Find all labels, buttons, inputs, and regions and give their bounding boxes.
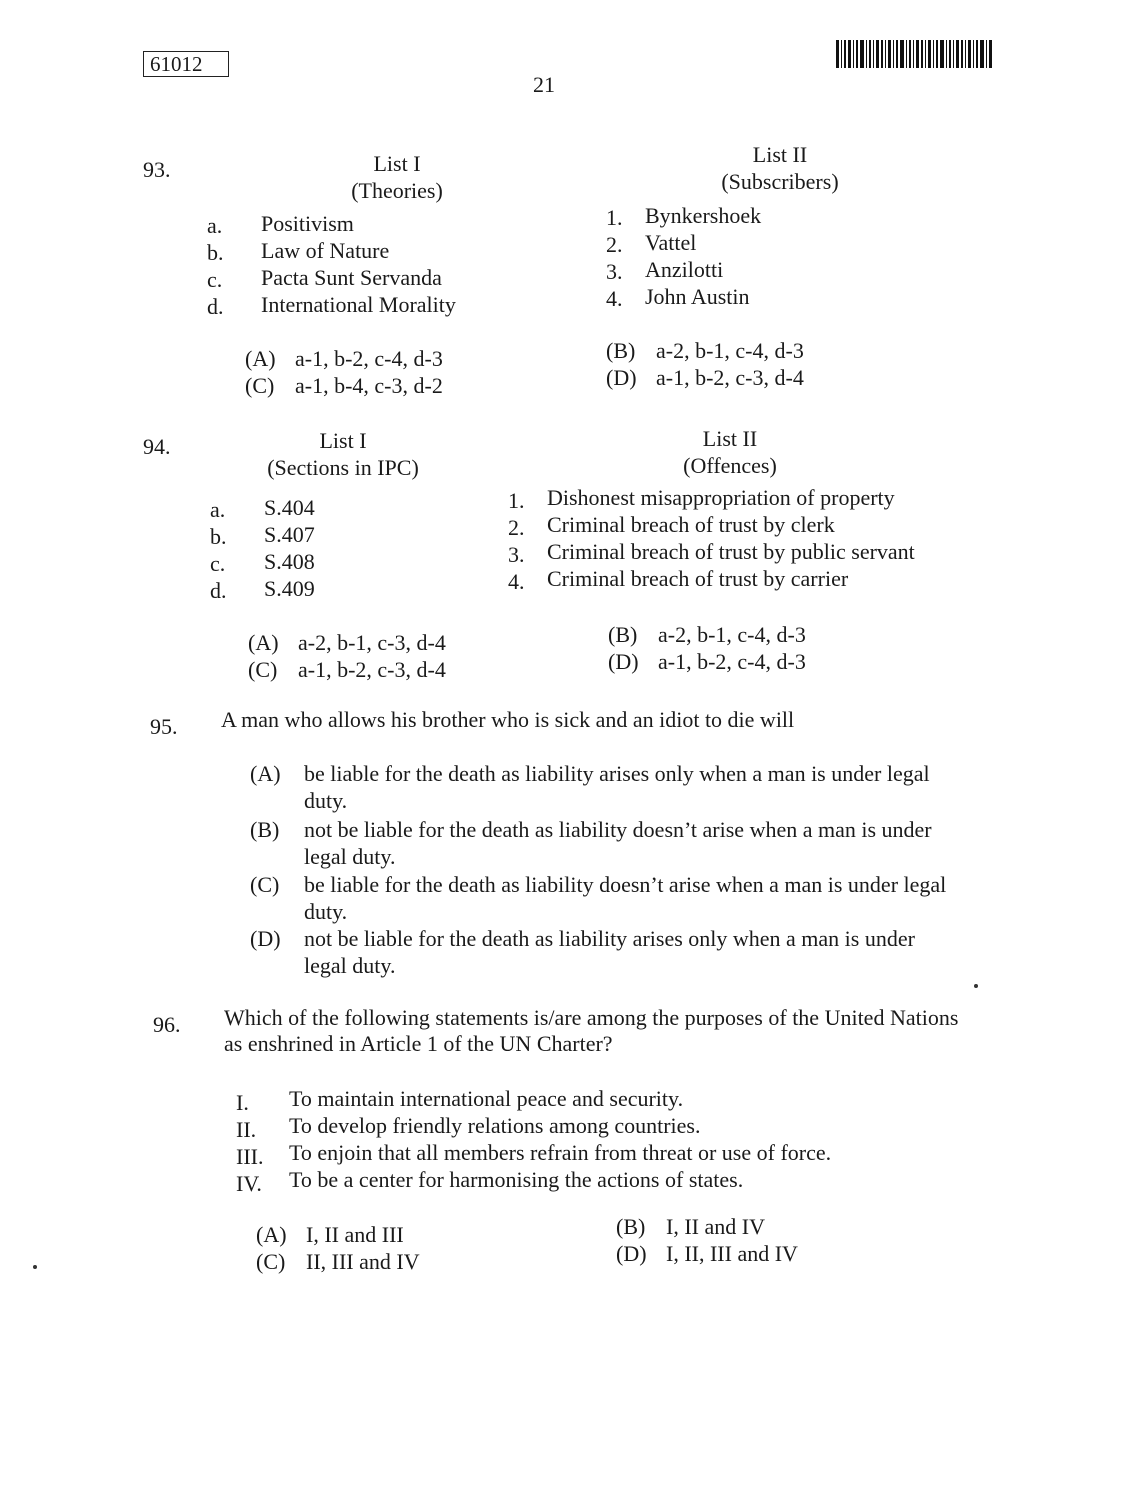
list2-item-text: Criminal breach of trust by public servant (547, 539, 915, 564)
question-number: 93. (143, 157, 171, 182)
answer-option-a[interactable]: (A) be liable for the death as liability arises only when a man is under legal duty. (250, 761, 930, 813)
list1-subtitle: (Sections in IPC) (267, 455, 419, 480)
list1-item: d. (207, 294, 224, 319)
question-number: 96. (153, 1012, 181, 1037)
answer-option-a[interactable]: (A) a-1, b-2, c-4, d-3 (245, 346, 443, 371)
statement-key: I. (236, 1090, 249, 1115)
list1-item: d. (210, 578, 227, 603)
answer-option-b[interactable]: (B) not be liable for the death as liability doesn’t arise when a man is under legal duty. (250, 817, 932, 869)
list2-item-text: Criminal breach of trust by clerk (547, 512, 835, 537)
list2-item-text: Dishonest misappropriation of property (547, 485, 895, 510)
list2-item-text: Anzilotti (645, 257, 724, 282)
answer-option-b[interactable]: (B) a-2, b-1, c-4, d-3 (606, 338, 804, 363)
list2-item-text: John Austin (645, 284, 750, 309)
list1-item: c. (210, 551, 226, 576)
list2-item: 1. (508, 488, 525, 513)
list2-item: 4. (508, 569, 525, 594)
list1-item-text: Positivism (261, 211, 354, 236)
list2-item: 3. (508, 542, 525, 567)
scan-speck (974, 984, 978, 988)
statement-text: To develop friendly relations among countries. (289, 1113, 701, 1138)
list1-title: List I (373, 151, 421, 176)
list2-subtitle: (Subscribers) (721, 169, 839, 194)
list2-title: List II (702, 426, 758, 451)
list2-item: 3. (606, 259, 623, 284)
answer-option-a[interactable]: (A) a-2, b-1, c-3, d-4 (248, 630, 446, 655)
answer-option-d[interactable]: (D) a-1, b-2, c-4, d-3 (608, 649, 806, 674)
list2-subtitle: (Offences) (683, 453, 777, 478)
question-stem: A man who allows his brother who is sick and an idiot to die will (221, 707, 795, 732)
answer-option-b[interactable]: (B) I, II and IV (616, 1214, 765, 1239)
answer-option-d[interactable]: (D) I, II, III and IV (616, 1241, 798, 1266)
answer-option-c[interactable]: (C) be liable for the death as liability doesn’t arise when a man is under legal duty. (250, 872, 947, 924)
list2-item-text: Bynkershoek (645, 203, 762, 228)
page-number: 21 (533, 72, 555, 97)
list2-item: 1. (606, 205, 623, 230)
list1-item: a. (207, 213, 223, 238)
list2-title: List II (752, 142, 808, 167)
list1-item-text: International Morality (261, 292, 456, 317)
statement-text: To maintain international peace and security. (289, 1086, 684, 1111)
answer-option-c[interactable]: (C) a-1, b-4, c-3, d-2 (245, 373, 443, 398)
statement-key: IV. (236, 1171, 262, 1196)
list1-subtitle: (Theories) (351, 178, 443, 203)
answer-option-a[interactable]: (A) I, II and III (256, 1222, 404, 1247)
answer-option-c[interactable]: (C) II, III and IV (256, 1249, 420, 1274)
answer-option-d[interactable]: (D) a-1, b-2, c-3, d-4 (606, 365, 804, 390)
statement-key: III. (236, 1144, 264, 1169)
statement-key: II. (236, 1117, 257, 1142)
answer-option-d[interactable]: (D) not be liable for the death as liability arises only when a man is under legal duty. (250, 926, 915, 978)
list2-item: 2. (606, 232, 623, 257)
barcode (836, 40, 992, 68)
list1-item: b. (207, 240, 224, 265)
list1-item-text: S.407 (264, 522, 315, 547)
list2-item: 2. (508, 515, 525, 540)
list1-item-text: S.404 (264, 495, 315, 520)
paper-code-box: 61012 (143, 51, 229, 77)
list1-item-text: S.409 (264, 576, 315, 601)
statement-text: To enjoin that all members refrain from threat or use of force. (289, 1140, 832, 1165)
list2-item-text: Vattel (645, 230, 697, 255)
answer-option-c[interactable]: (C) a-1, b-2, c-3, d-4 (248, 657, 446, 682)
statement-text: To be a center for harmonising the actions of states. (289, 1167, 744, 1192)
question-stem: Which of the following statements is/are among the purposes of the United Nations as enshrined in Article 1 of the UN Charter? (224, 1005, 959, 1056)
question-number: 95. (150, 714, 178, 739)
list1-item: b. (210, 524, 227, 549)
list1-title: List I (319, 428, 367, 453)
list2-item: 4. (606, 286, 623, 311)
list2-item-text: Criminal breach of trust by carrier (547, 566, 849, 591)
list1-item-text: S.408 (264, 549, 315, 574)
list1-item: a. (210, 497, 226, 522)
list1-item: c. (207, 267, 223, 292)
scan-speck (33, 1265, 37, 1269)
list1-item-text: Law of Nature (261, 238, 390, 263)
answer-option-b[interactable]: (B) a-2, b-1, c-4, d-3 (608, 622, 806, 647)
question-number: 94. (143, 434, 171, 459)
list1-item-text: Pacta Sunt Servanda (261, 265, 442, 290)
